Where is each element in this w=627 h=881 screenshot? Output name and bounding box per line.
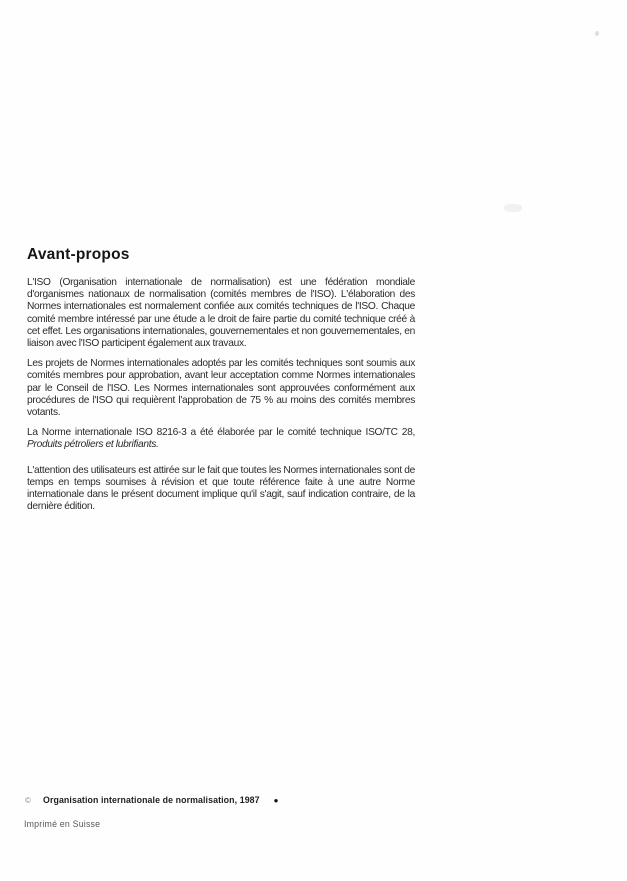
- paragraph-iso-intro: L'ISO (Organisation internationale de normalisation) est une fédération mondiale d'organismes nationaux de normalisation (comités membres de l'ISO). L'élaboration des Normes internationales est normalement confiée aux comités techniques de l'ISO. Chaque comité membre intéressé par une étude a le droit de faire partie du comité technique créé à cet effet. Les organisations internationales, gouvernementales et non gouvernementales, en liaison avec l'ISO participent également aux travaux.: [27, 277, 415, 350]
- foreword-section: [27, 246, 415, 513]
- printed-in-line: Imprimé en Suisse: [24, 819, 101, 829]
- page-title: Avant-propos: [27, 246, 130, 263]
- copyright-text: Organisation internationale de normalisation, 1987: [43, 795, 260, 805]
- committee-text: La Norme internationale ISO 8216-3 a été élaborée par le comité technique ISO/TC 28,: [27, 427, 415, 439]
- paragraph-approval-process: Les projets de Normes internationales adoptés par les comités techniques sont soumis aux comités membres pour approbation, avant leur acceptation comme Normes internationales par le Conseil de l'ISO. Les Normes internationales sont approuvées conformément aux procédures de l'ISO qui requièrent l'approbation de 75 % au moins des comités membres votants.: [27, 358, 415, 419]
- paragraph-committee: [27, 427, 415, 451]
- bullet-icon: ●: [273, 795, 279, 805]
- copyright-icon: ©: [25, 795, 31, 805]
- scan-artifact-smudge: [504, 204, 522, 212]
- copyright-line: [25, 795, 279, 805]
- paragraph-revision-notice: L'attention des utilisateurs est attirée sur le fait que toutes les Normes internationales sont de temps en temps soumises à révision et que toute référence faite à une autre Norme internationale dans le présent document implique qu'il s'agit, sauf indication contraire, de la dernière édition.: [27, 464, 415, 513]
- committee-name-italic: Produits pétroliers et lubrifiants.: [27, 439, 159, 451]
- scan-artifact-dot: [595, 31, 599, 36]
